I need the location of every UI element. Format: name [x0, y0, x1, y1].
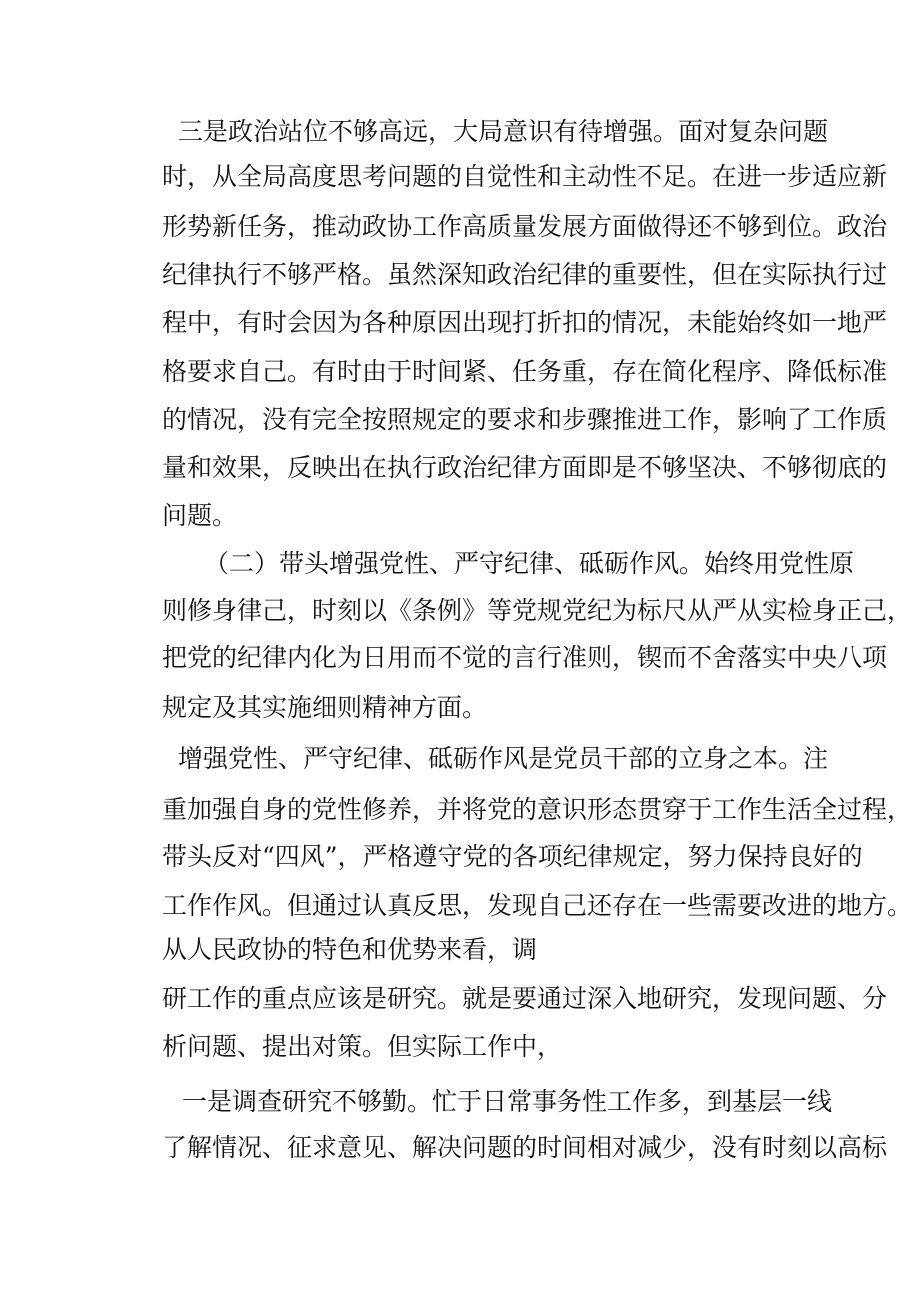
paragraph-1-line-6: 格要求自己。有时由于时间紧、任务重，存在简化程序、降低标准	[162, 357, 888, 386]
paragraph-1-line-9: 问题。	[162, 501, 238, 530]
paragraph-2-line-1: （二）带头增强党性、严守纪律、砥砺作风。始终用党性原	[204, 549, 855, 578]
paragraph-1-line-3: 形势新任务，推动政协工作高质量发展方面做得还不够到位。政治	[162, 212, 888, 241]
paragraph-5-line-2: 了解情况、征求意见、解决问题的时间相对减少，没有时刻以高标	[162, 1133, 888, 1162]
paragraph-5-line-1: 一是调查研究不够勤。忙于日常事务性工作多，到基层一线	[182, 1087, 833, 1116]
paragraph-2-line-2: 则修身律己，时刻以《条例》等党规党纪为标尺从严从实检身正己，	[162, 596, 913, 625]
paragraph-3-line-2: 重加强自身的党性修养，并将党的意识形态贯穿于工作生活全过程，	[162, 795, 913, 824]
paragraph-1-line-5: 程中，有时会因为各种原因出现打折扣的情况，未能始终如一地严	[162, 308, 888, 337]
paragraph-3-line-1: 增强党性、严守纪律、砥砺作风是党员干部的立身之本。注	[178, 744, 829, 773]
paragraph-3-line-5: 从人民政协的特色和优势来看，调	[162, 935, 538, 964]
paragraph-3-line-4: 工作作风。但通过认真反思，发现自己还存在一些需要改进的地方。	[162, 891, 913, 920]
paragraph-1-line-4: 纪律执行不够严格。虽然深知政治纪律的重要性，但在实际执行过	[162, 260, 888, 289]
paragraph-4-line-1: 研工作的重点应该是研究。就是要通过深入地研究，发现问题、分	[162, 984, 888, 1013]
paragraph-1-line-8: 量和效果，反映出在执行政治纪律方面即是不够坚决、不够彻底的	[162, 453, 888, 482]
paragraph-1-line-2: 时，从全局高度思考问题的自觉性和主动性不足。在进一步适应新	[162, 162, 888, 191]
paragraph-2-line-3: 把党的纪律内化为日用而不觉的言行准则，锲而不舍落实中央八项	[162, 643, 888, 672]
paragraph-1-line-7: 的情况，没有完全按照规定的要求和步骤推进工作，影响了工作质	[162, 405, 888, 434]
paragraph-2-line-4: 规定及其实施细则精神方面。	[162, 693, 488, 722]
paragraph-3-line-3: 带头反对“四风”，严格遵守党的各项纪律规定，努力保持良好的	[162, 842, 863, 871]
paragraph-4-line-2: 析问题、提出对策。但实际工作中，	[162, 1032, 563, 1061]
paragraph-1-line-1: 三是政治站位不够高远，大局意识有待增强。面对复杂问题	[178, 117, 829, 146]
